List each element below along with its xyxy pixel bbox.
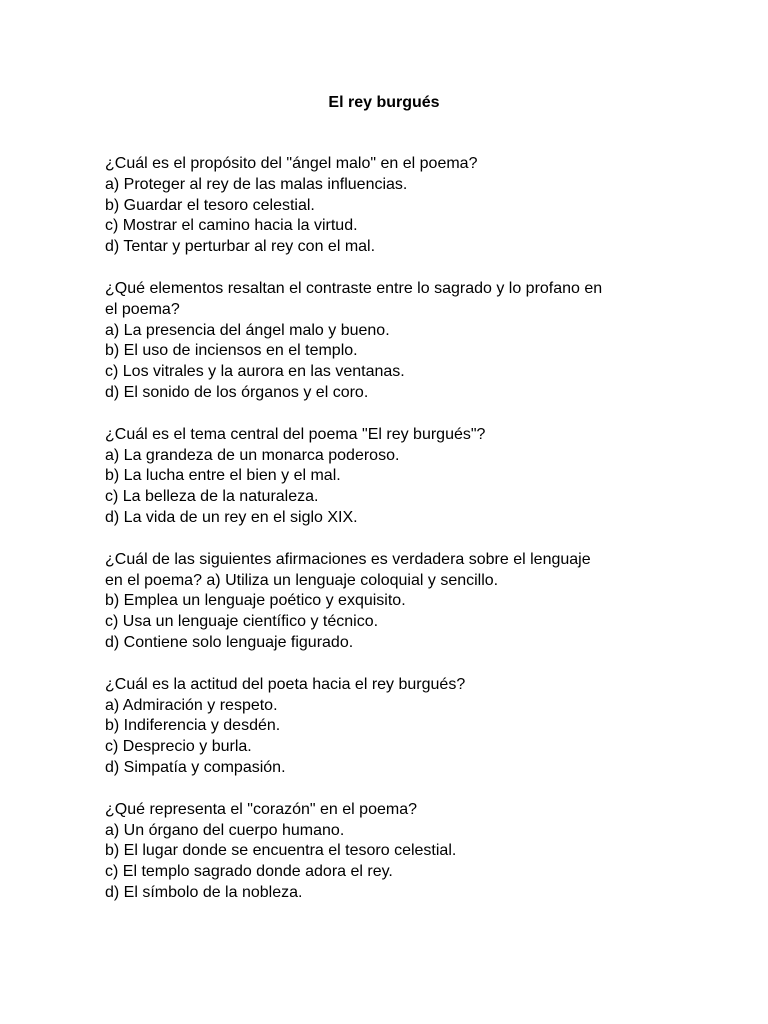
question-3 [105,425,665,529]
question-6 [105,800,665,904]
answer-option-b: b) El lugar donde se encuentra el tesoro celestial. [105,842,457,860]
answer-option-a: a) Un órgano del cuerpo humano. [105,821,345,839]
question-4 [105,550,665,654]
question-text: ¿Qué elementos resaltan el contraste entre lo sagrado y lo profano en [105,279,603,297]
question-text: ¿Qué representa el "corazón" en el poema? [105,800,417,818]
answer-option-d: d) Contiene solo lenguaje figurado. [105,633,354,651]
question-1 [105,154,665,258]
document-title: El rey burgués [328,94,440,111]
question-text: ¿Cuál es el propósito del "ángel malo" en el poema? [105,155,478,172]
question-5 [105,675,665,779]
answer-option-b: b) La lucha entre el bien y el mal. [105,467,341,485]
answer-option-d: d) Tentar y perturbar al rey con el mal. [105,238,376,256]
answer-option-a: a) Admiración y respeto. [105,696,278,714]
question-2 [105,279,665,404]
question-text: ¿Cuál es la actitud del poeta hacia el rey burgués? [105,675,466,693]
question-text-continued: en el poema? a) Utiliza un lenguaje coloquial y sencillo. [105,571,499,589]
question-text: ¿Cuál de las siguientes afirmaciones es verdadera sobre el lenguaje [105,550,591,568]
answer-option-c: c) El templo sagrado donde adora el rey. [105,863,393,881]
answer-option-d: d) El símbolo de la nobleza. [105,883,303,901]
answer-option-c: c) Mostrar el camino hacia la virtud. [105,217,358,235]
answer-option-c: c) La belleza de la naturaleza. [105,488,319,506]
answer-option-c: c) Usa un lenguaje científico y técnico. [105,613,379,631]
question-text-continued: el poema? [105,300,180,318]
answer-option-b: b) Guardar el tesoro celestial. [105,196,315,214]
answer-option-b: b) Emplea un lenguaje poético y exquisito. [105,592,406,610]
answer-option-a: a) Proteger al rey de las malas influencias. [105,175,408,193]
answer-option-d: d) El sonido de los órganos y el coro. [105,383,369,401]
answer-option-d: d) La vida de un rey en el siglo XIX. [105,508,358,526]
answer-option-b: b) El uso de inciensos en el templo. [105,342,358,360]
answer-option-d: d) Simpatía y compasión. [105,758,286,776]
question-list [105,154,665,925]
answer-option-b: b) Indiferencia y desdén. [105,717,281,735]
answer-option-a: a) La presencia del ángel malo y bueno. [105,321,390,339]
answer-option-a: a) La grandeza de un monarca poderoso. [105,446,400,464]
question-text: ¿Cuál es el tema central del poema "El rey burgués"? [105,425,486,443]
answer-option-c: c) Desprecio y burla. [105,738,252,756]
answer-option-c: c) Los vitrales y la aurora en las ventanas. [105,363,405,381]
